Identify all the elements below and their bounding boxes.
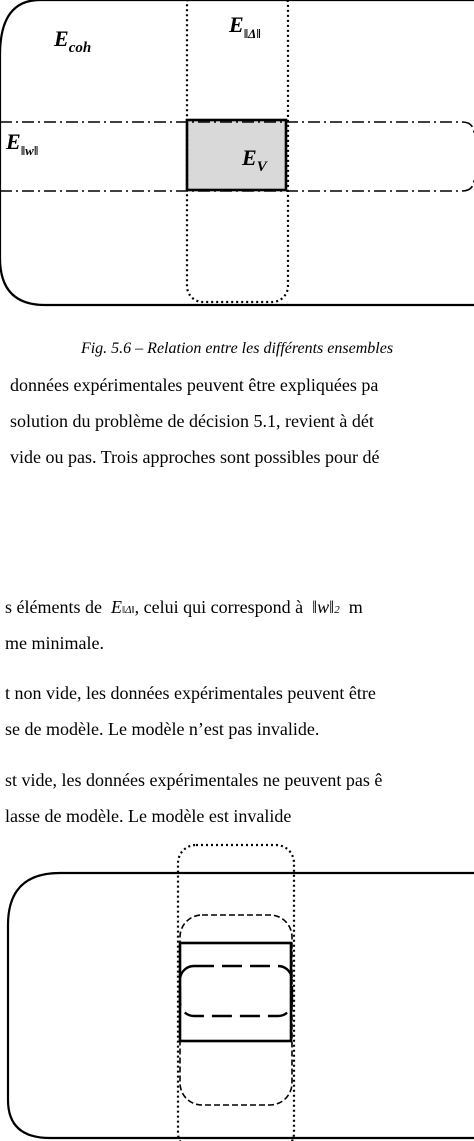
paragraph-line-1: données expérimentales peuvent être expliquées pa: [10, 375, 379, 395]
sets-diagram-bottom: [0, 840, 474, 1141]
item3-line-1: st vide, les données expérimentales ne peuvent pas ê: [5, 770, 383, 790]
dotted-set-outline: [178, 845, 294, 1141]
solid-set-rect: [180, 943, 291, 1041]
outer-set-outline: [8, 873, 474, 1138]
item3-line-2: lasse de modèle. Le modèle est invalide: [5, 806, 292, 826]
item1-line-1: s éléments de E‖Δ‖, celui qui correspond à ‖w‖2 m: [5, 597, 363, 617]
label-ecoh: $E_{coh}$: [54, 26, 92, 56]
item1-line-2: me minimale.: [5, 633, 104, 653]
label-ev: $E_V$: [242, 145, 267, 175]
ev-set-rect: [187, 120, 286, 190]
paragraph-line-3: vide ou pas. Trois approches sont possibles pour dé: [10, 447, 380, 467]
sets-diagram-top: [0, 0, 474, 325]
label-ew: $E_{‖w‖}$: [6, 129, 39, 158]
item2-line-1: t non vide, les données expérimentales peuvent être: [5, 683, 376, 703]
long-dash-set-outline: [180, 966, 292, 1016]
math-norm-w: ‖w‖2: [312, 597, 340, 617]
math-e-delta: E‖Δ‖: [110, 597, 135, 617]
paragraph-line-2: solution du problème de décision 5.1, revient à dét: [10, 411, 374, 431]
label-edelta: $E_{‖\Delta‖}$: [229, 12, 261, 41]
item2-line-2: se de modèle. Le modèle n’est pas invalide.: [5, 719, 320, 739]
figure-caption: Fig. 5.6 – Relation entre les différents ensembles: [80, 340, 394, 357]
